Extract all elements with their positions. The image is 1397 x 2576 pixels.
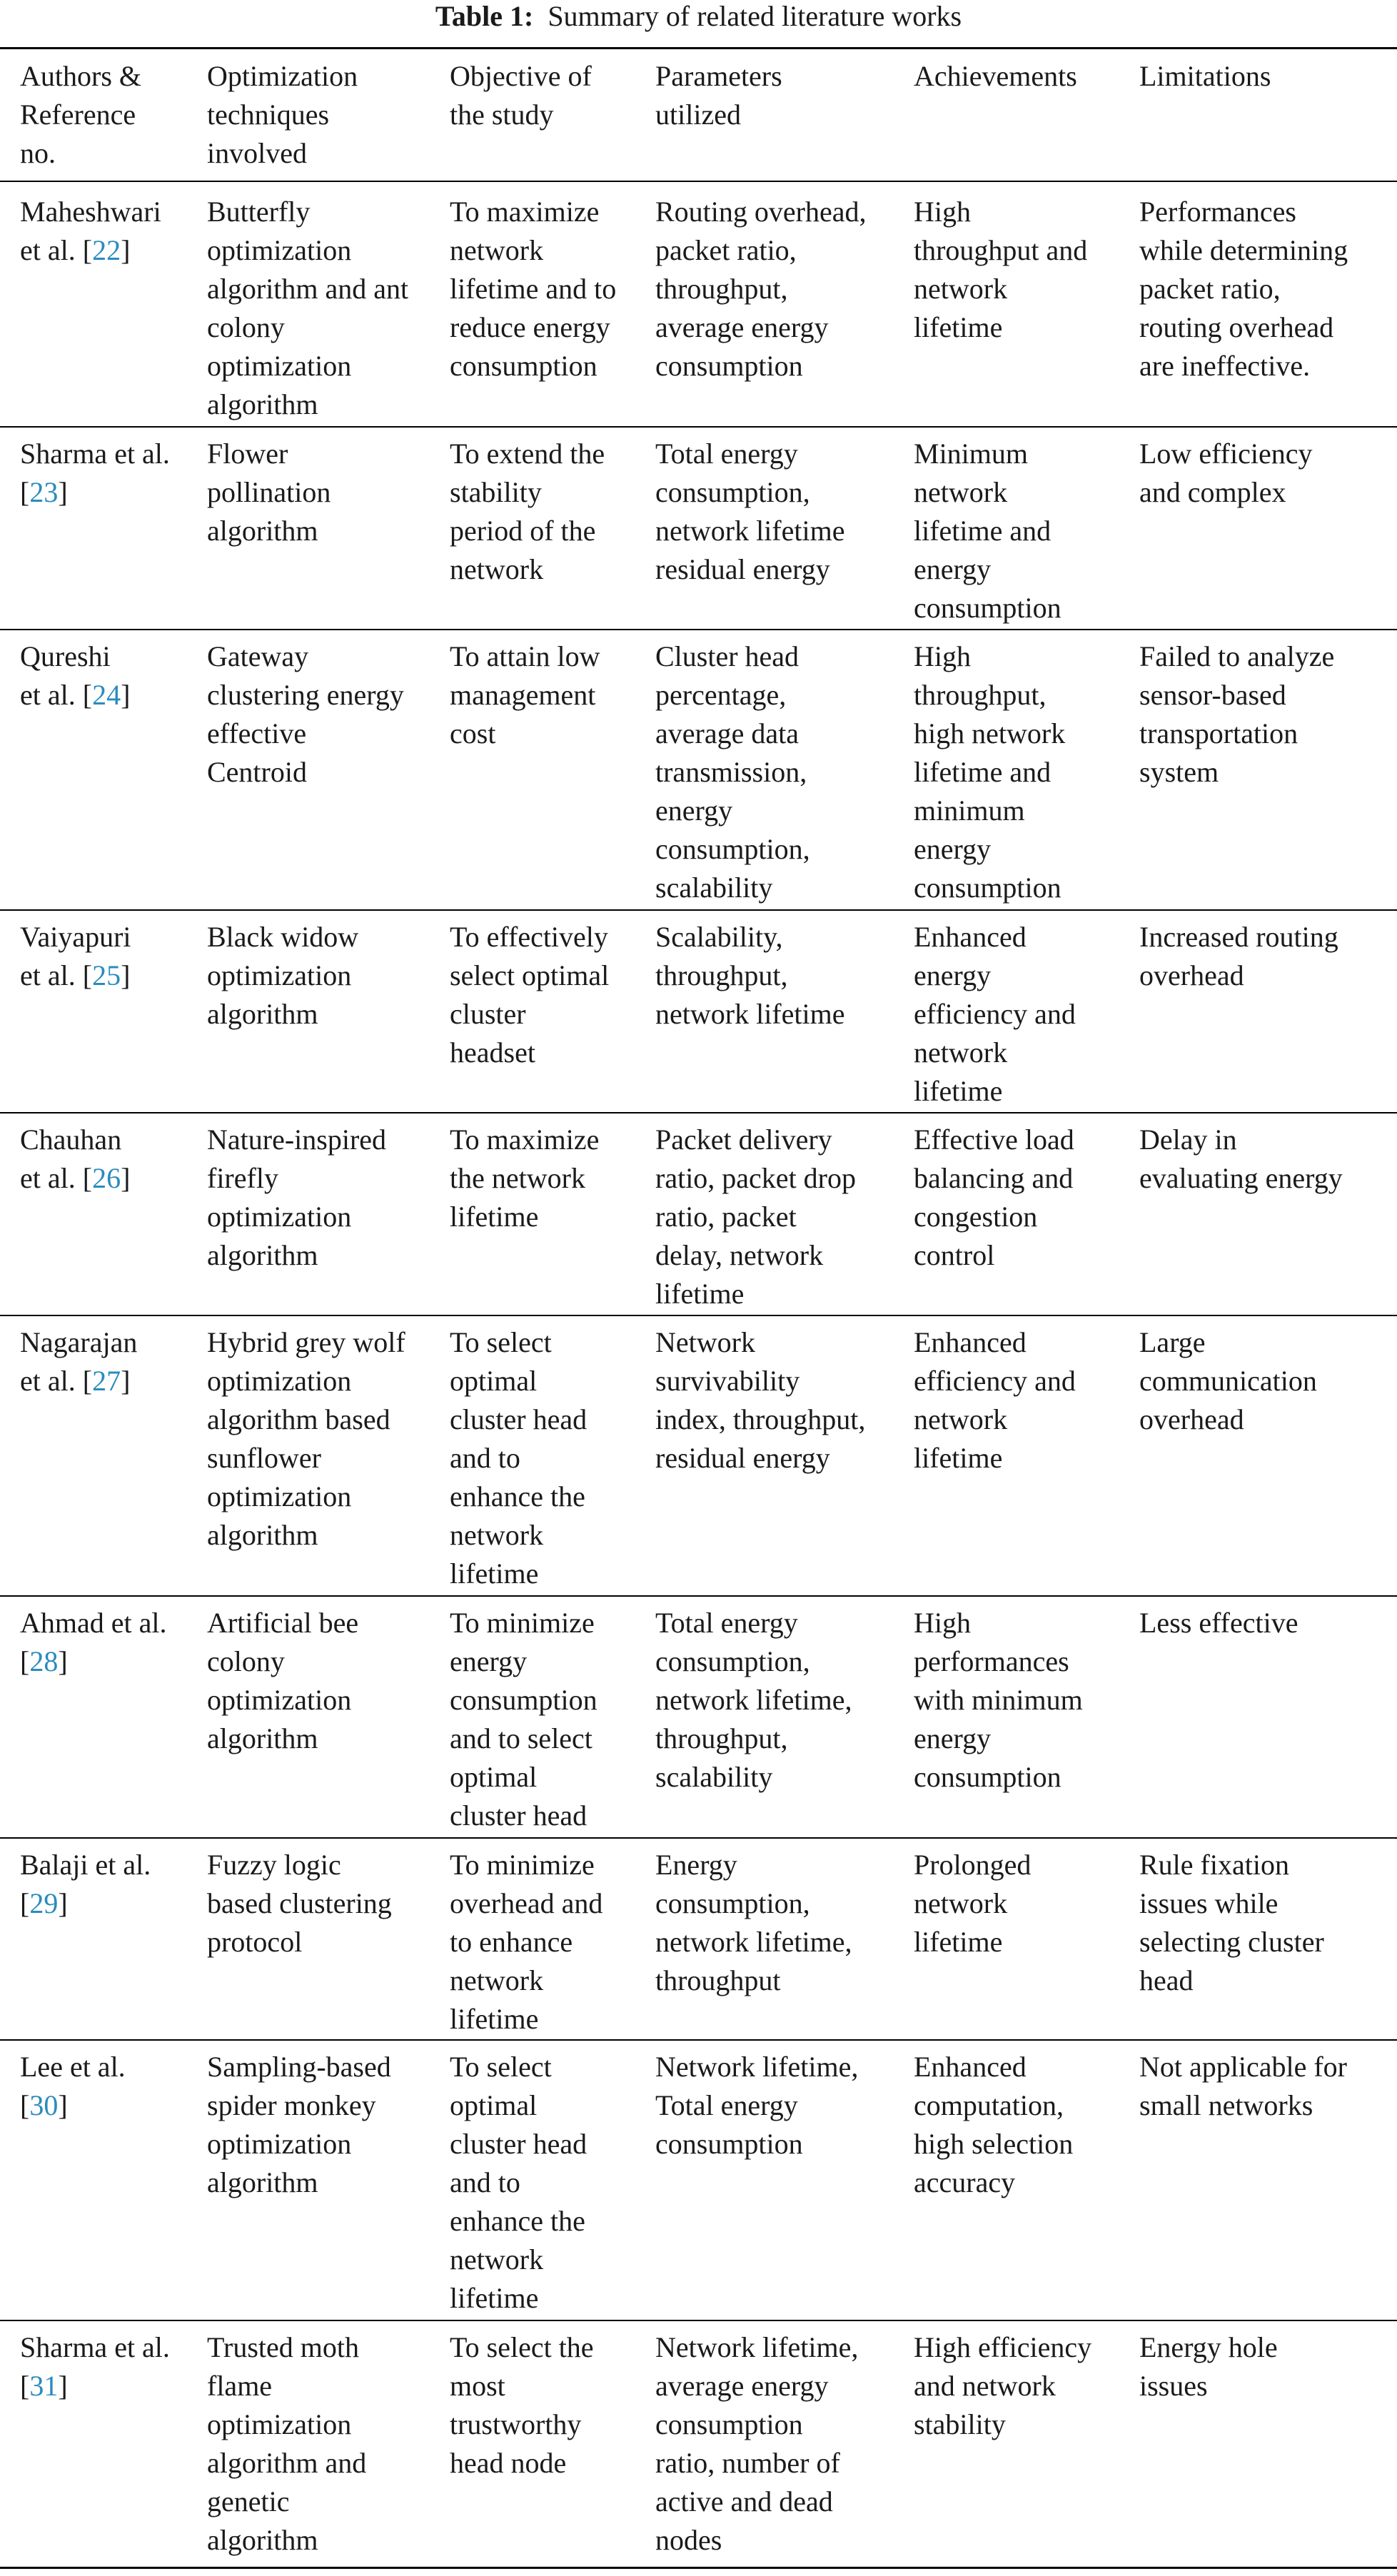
author-cell: Sharma et al. [31] xyxy=(20,2331,170,2402)
achievements-cell: Enhanced computation, high selection accuracy xyxy=(914,2051,1074,2198)
parameters-cell: Routing overhead, packet ratio, throughput, average energy consumption xyxy=(655,196,867,382)
row-divider xyxy=(0,2039,1397,2041)
row-divider xyxy=(0,629,1397,630)
header-rule xyxy=(0,181,1397,182)
author-cell: Vaiyapuri et al. [25] xyxy=(20,921,131,991)
limitations-cell: Energy hole issues xyxy=(1139,2331,1278,2402)
header-techniques: Optimization techniques involved xyxy=(207,60,358,169)
row-divider xyxy=(0,2320,1397,2321)
objective-cell: To minimize energy consumption and to select optimal cluster head xyxy=(450,1607,597,1832)
reference-link[interactable]: 30 xyxy=(29,2089,59,2121)
objective-cell: To select the most trustworthy head node xyxy=(450,2331,594,2479)
achievements-cell: High throughput and network lifetime xyxy=(914,196,1088,343)
technique-cell: Sampling-based spider monkey optimization algorithm xyxy=(207,2051,391,2198)
table-caption xyxy=(0,0,1397,33)
reference-link[interactable]: 29 xyxy=(29,1887,59,1919)
achievements-cell: Prolonged network lifetime xyxy=(914,1849,1032,1958)
bottom-rule xyxy=(0,2567,1397,2569)
limitations-cell: Rule fixation issues while selecting cluster head xyxy=(1139,1849,1324,1996)
objective-cell: To maximize the network lifetime xyxy=(450,1123,600,1233)
row-divider xyxy=(0,1595,1397,1597)
objective-cell: To extend the stability period of the network xyxy=(450,438,605,585)
objective-cell: To maximize network lifetime and to reduce energy consumption xyxy=(450,196,617,382)
limitations-cell: Failed to analyze sensor-based transportation system xyxy=(1139,640,1335,788)
technique-cell: Nature-inspired firefly optimization algorithm xyxy=(207,1123,387,1271)
technique-cell: Trusted moth flame optimization algorithm and genetic algorithm xyxy=(207,2331,367,2556)
reference-link[interactable]: 23 xyxy=(29,476,59,508)
author-cell: Balaji et al. [29] xyxy=(20,1849,151,1919)
achievements-cell: High performances with minimum energy consumption xyxy=(914,1607,1083,1793)
row-divider xyxy=(0,1112,1397,1113)
row-divider xyxy=(0,1315,1397,1316)
limitations-cell: Less effective xyxy=(1139,1607,1298,1639)
author-cell: Chauhan et al. [26] xyxy=(20,1123,131,1194)
row-divider xyxy=(0,909,1397,911)
author-cell: Nagarajan et al. [27] xyxy=(20,1326,138,1397)
author-cell: Ahmad et al. [28] xyxy=(20,1607,167,1677)
reference-link[interactable]: 31 xyxy=(29,2370,59,2402)
header-achievements: Achievements xyxy=(914,60,1077,92)
limitations-cell: Not applicable for small networks xyxy=(1139,2051,1347,2121)
technique-cell: Fuzzy logic based clustering protocol xyxy=(207,1849,392,1958)
parameters-cell: Energy consumption, network lifetime, throughput xyxy=(655,1849,852,1996)
author-cell: Maheshwari et al. [22] xyxy=(20,196,161,266)
reference-link[interactable]: 25 xyxy=(92,959,121,991)
parameters-cell: Total energy consumption, network lifetime, throughput, scalability xyxy=(655,1607,852,1793)
achievements-cell: High throughput, high network lifetime and minimum energy consumption xyxy=(914,640,1066,904)
caption-text: Summary of related literature works xyxy=(548,0,962,32)
objective-cell: To select optimal cluster head and to enhance the network lifetime xyxy=(450,2051,587,2314)
achievements-cell: High efficiency and network stability xyxy=(914,2331,1092,2440)
caption-label: Table 1: xyxy=(435,0,534,32)
technique-cell: Gateway clustering energy effective Centroid xyxy=(207,640,404,788)
author-cell: Sharma et al. [23] xyxy=(20,438,170,508)
limitations-cell: Low efficiency and complex xyxy=(1139,438,1313,508)
objective-cell: To select optimal cluster head and to enhance the network lifetime xyxy=(450,1326,587,1590)
technique-cell: Black widow optimization algorithm xyxy=(207,921,359,1030)
parameters-cell: Packet delivery ratio, packet drop ratio, packet delay, network lifetime xyxy=(655,1123,856,1310)
technique-cell: Flower pollination algorithm xyxy=(207,438,331,547)
author-cell: Lee et al. [30] xyxy=(20,2051,126,2121)
technique-cell: Artificial bee colony optimization algorithm xyxy=(207,1607,359,1754)
limitations-cell: Increased routing overhead xyxy=(1139,921,1338,991)
header-objective: Objective of the study xyxy=(450,60,592,131)
reference-link[interactable]: 27 xyxy=(92,1365,121,1397)
parameters-cell: Cluster head percentage, average data transmission, energy consumption, scalability xyxy=(655,640,810,904)
achievements-cell: Enhanced efficiency and network lifetime xyxy=(914,1326,1076,1474)
row-divider xyxy=(0,1837,1397,1839)
header-parameters: Parameters utilized xyxy=(655,60,782,131)
objective-cell: To attain low management cost xyxy=(450,640,600,749)
technique-cell: Butterfly optimization algorithm and ant colony optimization algorithm xyxy=(207,196,409,420)
row-divider xyxy=(0,426,1397,428)
reference-link[interactable]: 24 xyxy=(92,679,121,711)
reference-link[interactable]: 22 xyxy=(92,234,121,266)
author-cell: Qureshi et al. [24] xyxy=(20,640,131,711)
objective-cell: To minimize overhead and to enhance network lifetime xyxy=(450,1849,603,2035)
achievements-cell: Effective load balancing and congestion control xyxy=(914,1123,1074,1271)
achievements-cell: Enhanced energy efficiency and network lifetime xyxy=(914,921,1076,1107)
achievements-cell: Minimum network lifetime and energy consumption xyxy=(914,438,1061,624)
parameters-cell: Network survivability index, throughput, residual energy xyxy=(655,1326,866,1474)
limitations-cell: Large communication overhead xyxy=(1139,1326,1317,1435)
limitations-cell: Performances while determining packet ratio, routing overhead are ineffective. xyxy=(1139,196,1348,382)
top-rule xyxy=(0,47,1397,49)
reference-link[interactable]: 28 xyxy=(29,1645,59,1677)
parameters-cell: Network lifetime, average energy consumption ratio, number of active and dead nodes xyxy=(655,2331,859,2556)
reference-link[interactable]: 26 xyxy=(92,1162,121,1194)
technique-cell: Hybrid grey wolf optimization algorithm based sunflower optimization algorithm xyxy=(207,1326,405,1551)
parameters-cell: Total energy consumption, network lifetime residual energy xyxy=(655,438,845,585)
objective-cell: To effectively select optimal cluster headset xyxy=(450,921,610,1069)
header-authors: Authors & Reference no. xyxy=(20,60,141,169)
parameters-cell: Network lifetime, Total energy consumption xyxy=(655,2051,859,2160)
parameters-cell: Scalability, throughput, network lifetime xyxy=(655,921,845,1030)
header-limitations: Limitations xyxy=(1139,60,1271,92)
limitations-cell: Delay in evaluating energy xyxy=(1139,1123,1343,1194)
